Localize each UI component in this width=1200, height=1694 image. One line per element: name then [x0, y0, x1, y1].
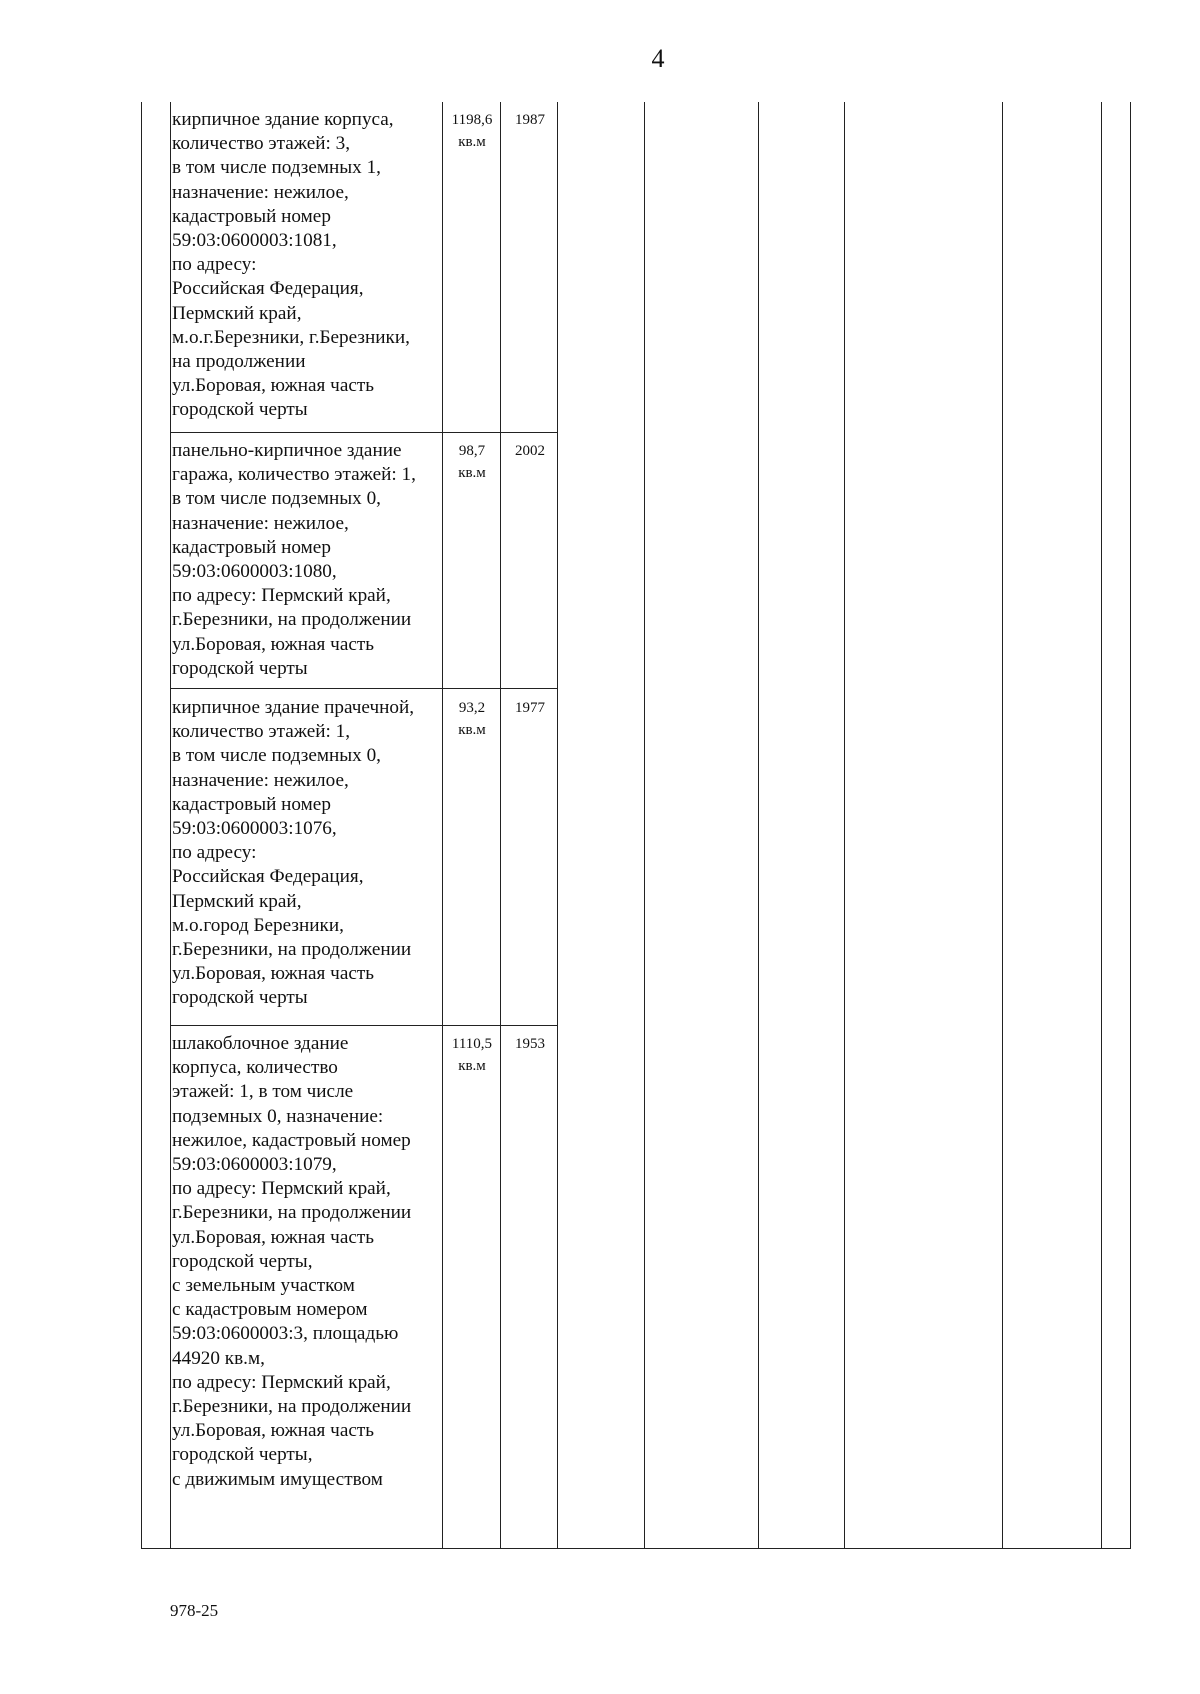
- col-line-5: [644, 102, 645, 1548]
- col-line-desc-left: [170, 102, 171, 1548]
- row-3-area: 93,2 кв.м: [458, 700, 486, 738]
- row-separator-2: [170, 688, 557, 689]
- row-1-area: 1198,6 кв.м: [451, 112, 493, 150]
- document-code: 978-25: [170, 1601, 219, 1620]
- row-separator-1: [170, 432, 557, 433]
- col-line-9: [1101, 102, 1102, 1548]
- row-1-year: 1987: [515, 112, 545, 128]
- col-line-7: [844, 102, 845, 1548]
- row-2-area: 98,7 кв.м: [458, 443, 486, 481]
- page-number: 4: [651, 44, 665, 73]
- row-separator-3: [170, 1025, 557, 1026]
- row-4-area: 1110,5 кв.м: [451, 1036, 493, 1074]
- row-3-description: кирпичное здание прачечной, количество этажей: 1, в том числе подземных 0, назначение: нежилое, кадастровый номер 59:03:0600003:1076, по адресу: Российская Федерация, Пермский край, м.о.город Березники, г.Березники, на продолжении ул.Боровая, южная часть городской черты: [172, 697, 415, 1009]
- col-line-area-right: [500, 102, 501, 1548]
- col-line-left-margin: [141, 102, 142, 1548]
- row-4-year: 1953: [515, 1036, 545, 1052]
- col-line-desc-right: [442, 102, 443, 1548]
- row-2-description: панельно-кирпичное здание гаража, количество этажей: 1, в том числе подземных 0, назначение: нежилое, кадастровый номер 59:03:0600003:1080, по адресу: Пермский край, г.Березники, на продолжении ул.Боровая, южная часть городской черты: [172, 440, 416, 679]
- col-line-right: [1130, 102, 1131, 1548]
- row-3-year: 1977: [515, 700, 545, 716]
- row-1-description: кирпичное здание корпуса, количество этажей: 3, в том числе подземных 1, назначение: нежилое, кадастровый номер 59:03:0600003:1081, по адресу: Российская Федерация, Пермский край, м.о.г.Березники, г.Березники, на продолжении ул.Боровая, южная часть городской черты: [172, 109, 410, 421]
- col-line-6: [758, 102, 759, 1548]
- row-4-description: шлакоблочное здание корпуса, количество этажей: 1, в том числе подземных 0, назначение: нежилое, кадастровый номер 59:03:0600003:1079, по адресу: Пермский край, г.Березники, на продолжении ул.Боровая, южная часть городской черты, с земельным участком с кадастровым номером 59:03:0600003:3, площадью 44920 кв.м, по адресу: Пермский край, г.Березники, на продолжении ул.Боровая, южная часть городской черты, с движимым имуществом: [172, 1033, 412, 1490]
- col-line-8: [1002, 102, 1003, 1548]
- row-2-year: 2002: [515, 443, 545, 459]
- col-line-year-right: [557, 102, 558, 1548]
